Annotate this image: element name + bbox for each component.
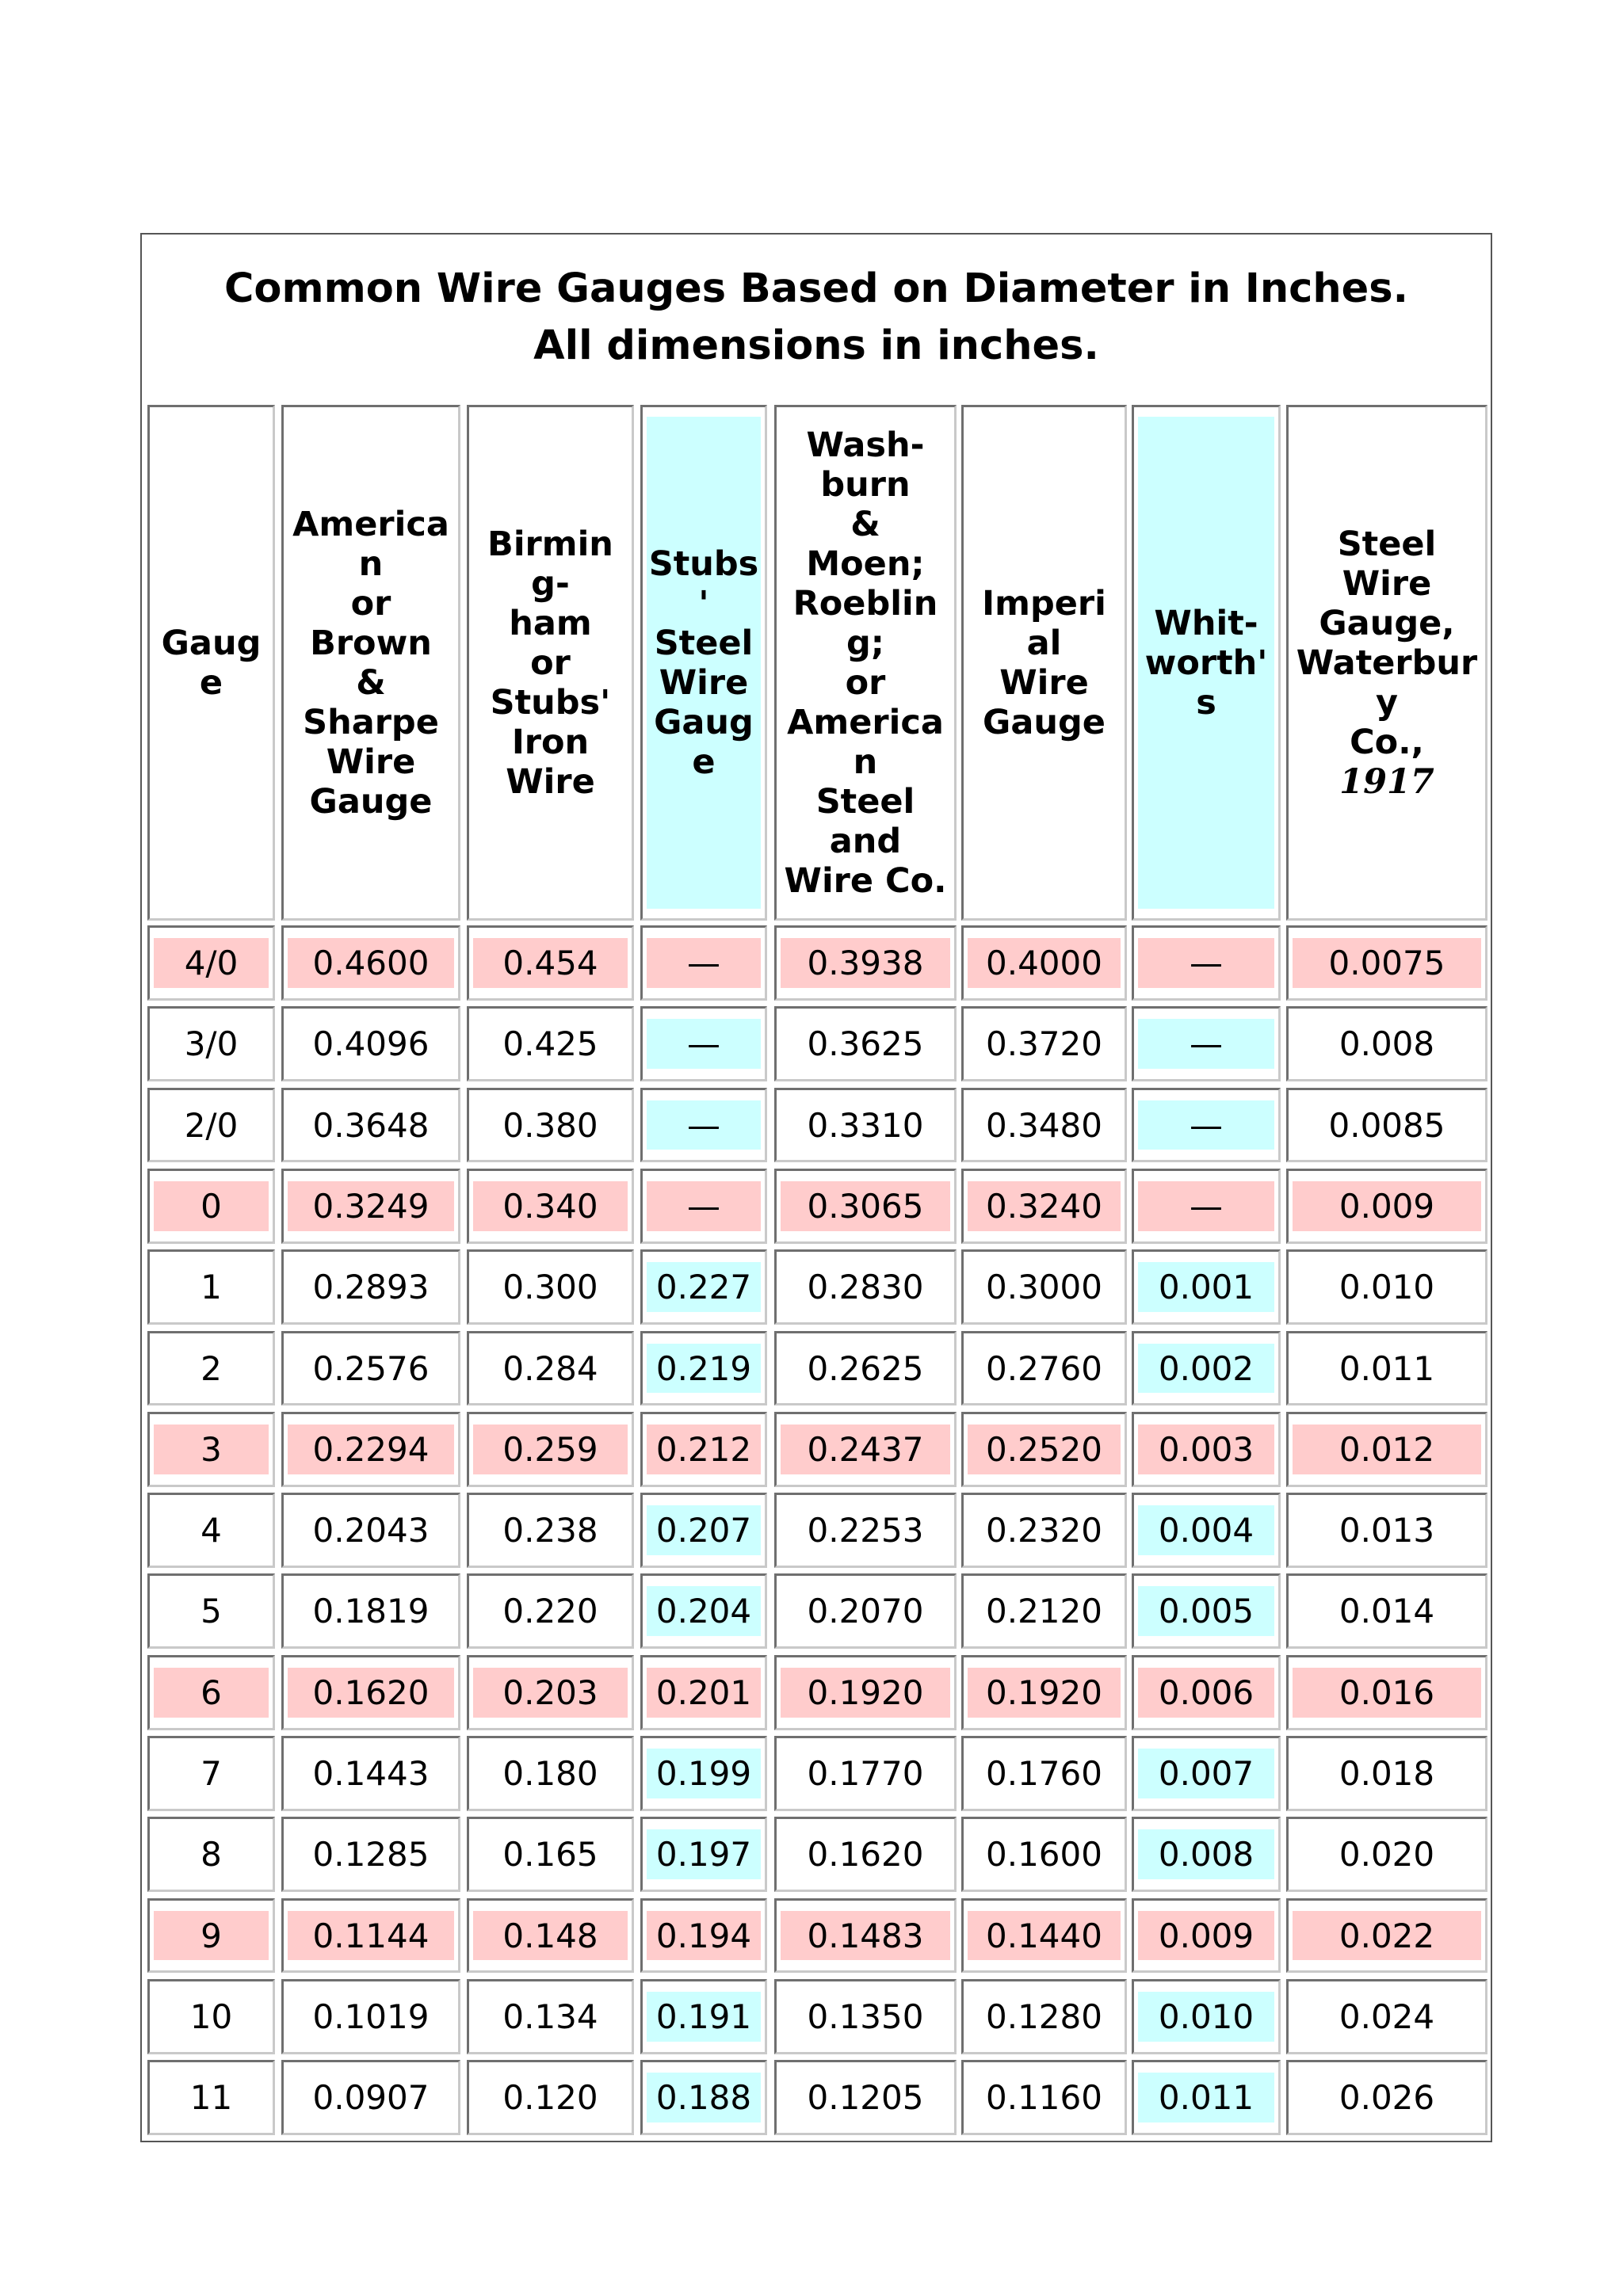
diameter-value: 0.1019 [312, 1997, 430, 2036]
table-cell [774, 2060, 957, 2135]
table-cell [467, 1088, 634, 1162]
header-cell [281, 405, 460, 921]
table-cell [1286, 1736, 1487, 1811]
table-cell [640, 1169, 767, 1244]
table-title [142, 235, 1491, 401]
diameter-value: 0.1443 [312, 1754, 430, 1793]
table-cell [961, 1088, 1127, 1162]
table-cell [467, 1736, 634, 1811]
diameter-value: 0.1280 [986, 1997, 1102, 2036]
table-cell [774, 1898, 957, 1973]
diameter-value: — [687, 944, 720, 982]
table-cell [147, 1493, 275, 1568]
table-cell [1286, 1655, 1487, 1730]
table-cell [147, 1736, 275, 1811]
diameter-value: 0.3249 [312, 1187, 430, 1226]
diameter-value: 0.010 [1158, 1997, 1254, 2036]
header-label [292, 505, 449, 822]
header-cell [467, 405, 634, 921]
diameter-value: 0.0907 [312, 2078, 430, 2117]
diameter-value: 0.004 [1158, 1511, 1254, 1550]
table-cell [1286, 1006, 1487, 1081]
diameter-value: 0.1285 [312, 1835, 430, 1874]
table-cell [961, 1736, 1127, 1811]
table-cell [1286, 1979, 1487, 2054]
diameter-value: 0.1760 [986, 1754, 1102, 1793]
diameter-value: 0.3240 [986, 1187, 1102, 1226]
diameter-value: — [1190, 944, 1223, 982]
diameter-value: 0.4600 [312, 944, 430, 982]
table-cell [961, 2060, 1127, 2135]
table-cell [774, 1979, 957, 2054]
diameter-value: 0.018 [1338, 1754, 1435, 1793]
diameter-value: 0.3000 [986, 1268, 1102, 1306]
diameter-value: 0.020 [1338, 1835, 1435, 1874]
diameter-value: 0.212 [655, 1430, 752, 1469]
wire-gauge-table [140, 233, 1492, 2142]
table-cell [961, 1817, 1127, 1892]
diameter-value: 0.007 [1158, 1754, 1254, 1793]
diameter-value: 0.3480 [986, 1105, 1102, 1145]
gauge-value: 10 [189, 1997, 233, 2036]
diameter-value: 0.219 [655, 1348, 752, 1388]
table-cell [1132, 1412, 1281, 1487]
diameter-value: 0.1620 [807, 1835, 924, 1874]
gauge-value: 4/0 [184, 944, 239, 982]
diameter-value: 0.001 [1158, 1268, 1254, 1306]
header-label [1145, 604, 1268, 723]
diameter-value: 0.188 [655, 2078, 752, 2117]
table-cell [961, 1412, 1127, 1487]
table-cell [467, 1169, 634, 1244]
header-label [785, 425, 947, 901]
diameter-value: 0.4096 [312, 1024, 430, 1063]
diameter-value: 0.3625 [807, 1024, 924, 1063]
table-cell [147, 1249, 275, 1325]
diameter-value: 0.203 [502, 1673, 598, 1712]
table-cell [1132, 2060, 1281, 2135]
diameter-value: 0.1920 [807, 1673, 924, 1712]
diameter-value: 0.009 [1158, 1916, 1254, 1955]
diameter-value: 0.300 [502, 1268, 598, 1306]
header-label-text: Stubs ' Steel Wire Gaug e [648, 543, 759, 782]
header-label [982, 584, 1106, 742]
table-cell [1132, 1249, 1281, 1325]
table-cell [467, 1249, 634, 1325]
header-cell [774, 405, 957, 921]
table-cell [774, 1006, 957, 1081]
table-cell [281, 1655, 460, 1730]
table-cell [1286, 1169, 1487, 1244]
header-label [649, 544, 759, 782]
header-label-text: Gaug e [161, 623, 262, 703]
diameter-value: 0.4000 [986, 944, 1102, 982]
diameter-value: 0.180 [502, 1754, 598, 1793]
table-cell [147, 1006, 275, 1081]
table-cell [640, 1736, 767, 1811]
table-cell [147, 1169, 275, 1244]
header-label [1296, 524, 1477, 802]
table-cell [774, 1088, 957, 1162]
table-cell [1286, 1898, 1487, 1973]
table-cell [281, 1249, 460, 1325]
table-cell [467, 2060, 634, 2135]
table-cell [467, 1006, 634, 1081]
table-cell [774, 1573, 957, 1649]
table-cell [147, 925, 275, 1001]
diameter-value: — [687, 1024, 720, 1063]
table-title-line1: Common Wire Gauges Based on Diameter in Inches. [224, 265, 1408, 312]
table-cell [640, 1249, 767, 1325]
table-cell [467, 925, 634, 1001]
diameter-value: 0.148 [502, 1916, 598, 1955]
header-year: 1917 [1339, 761, 1434, 802]
diameter-value: 0.204 [655, 1592, 752, 1630]
diameter-value: 0.259 [502, 1430, 598, 1469]
table-cell [1286, 1817, 1487, 1892]
table-cell [640, 1817, 767, 1892]
table-cell [147, 2060, 275, 2135]
diameter-value: 0.238 [502, 1511, 598, 1550]
table-cell [1132, 1493, 1281, 1568]
table-cell [1286, 1249, 1487, 1325]
table-cell [281, 1979, 460, 2054]
diameter-value: 0.022 [1338, 1916, 1435, 1955]
diameter-value: 0.1819 [312, 1592, 430, 1630]
table-cell [281, 1169, 460, 1244]
header-label-text: Birmin g- ham or Stubs' Iron Wire [487, 524, 613, 802]
header-cell [640, 405, 767, 921]
diameter-value: 0.008 [1158, 1835, 1254, 1874]
diameter-value: 0.199 [655, 1754, 752, 1793]
diameter-value: 0.003 [1158, 1430, 1254, 1469]
table-cell [467, 1817, 634, 1892]
table-cell [281, 1736, 460, 1811]
table-cell [774, 1169, 957, 1244]
diameter-value: 0.2120 [986, 1592, 1102, 1630]
diameter-value: 0.220 [502, 1592, 598, 1630]
diameter-value: 0.3720 [986, 1024, 1102, 1063]
diameter-value: — [1190, 1105, 1223, 1145]
table-cell [961, 1493, 1127, 1568]
table-cell [774, 1655, 957, 1730]
diameter-value: 0.340 [502, 1187, 598, 1226]
diameter-value: 0.2070 [807, 1592, 924, 1630]
table-cell [640, 1006, 767, 1081]
gauge-value: 3 [200, 1430, 222, 1469]
table-cell [281, 1088, 460, 1162]
table-cell [281, 1493, 460, 1568]
diameter-value: 0.3065 [807, 1187, 924, 1226]
table-cell [281, 1331, 460, 1405]
table-cell [147, 1979, 275, 2054]
gauge-value: 5 [200, 1592, 222, 1630]
diameter-value: 0.0075 [1328, 944, 1445, 982]
table-cell [467, 1493, 634, 1568]
table-cell [1132, 1817, 1281, 1892]
table-cell [774, 1331, 957, 1405]
table-cell [147, 1573, 275, 1649]
diameter-value: 0.008 [1338, 1024, 1435, 1063]
table-cell [774, 1817, 957, 1892]
diameter-value: 0.024 [1338, 1997, 1435, 2036]
table-cell [1132, 1573, 1281, 1649]
gauge-value: 8 [200, 1835, 222, 1874]
diameter-value: 0.197 [655, 1835, 752, 1874]
gauge-value: 0 [200, 1187, 222, 1226]
diameter-value: 0.2830 [807, 1268, 924, 1306]
table-cell [961, 1331, 1127, 1405]
diameter-value: 0.2437 [807, 1430, 924, 1469]
diameter-value: 0.284 [502, 1348, 598, 1388]
table-cell [640, 1898, 767, 1973]
diameter-value: 0.016 [1338, 1673, 1435, 1712]
header-label [162, 624, 262, 703]
table-cell [640, 2060, 767, 2135]
diameter-value: 0.2253 [807, 1511, 924, 1550]
table-cell [281, 1898, 460, 1973]
header-label [487, 524, 613, 802]
header-cell [147, 405, 275, 921]
gauge-value: 1 [200, 1268, 222, 1306]
table-cell [1132, 1169, 1281, 1244]
gauge-value: 11 [189, 2078, 233, 2117]
diameter-value: 0.009 [1338, 1187, 1435, 1226]
table-cell [467, 1573, 634, 1649]
table-cell [1286, 1573, 1487, 1649]
diameter-value: 0.2893 [312, 1268, 430, 1306]
table-cell [640, 1979, 767, 2054]
table-cell [961, 1655, 1127, 1730]
diameter-value: 0.3310 [807, 1105, 924, 1145]
table-cell [467, 1655, 634, 1730]
table-cell [1286, 925, 1487, 1001]
gauge-value: 3/0 [184, 1024, 239, 1063]
table-cell [467, 1898, 634, 1973]
table-cell [147, 1898, 275, 1973]
table-cell [1132, 1655, 1281, 1730]
table-cell [961, 1249, 1127, 1325]
table-cell [147, 1331, 275, 1405]
diameter-value: 0.2320 [986, 1511, 1102, 1550]
diameter-value: 0.026 [1338, 2078, 1435, 2117]
diameter-value: 0.013 [1338, 1511, 1435, 1550]
table-cell [774, 925, 957, 1001]
diameter-value: 0.207 [655, 1511, 752, 1550]
diameter-value: — [687, 1187, 720, 1226]
diameter-value: 0.194 [655, 1916, 752, 1955]
diameter-value: 0.191 [655, 1997, 752, 2036]
diameter-value: 0.380 [502, 1105, 598, 1145]
diameter-value: 0.2043 [312, 1511, 430, 1550]
table-cell [774, 1493, 957, 1568]
table-cell [774, 1736, 957, 1811]
diameter-value: 0.1205 [807, 2078, 924, 2117]
diameter-value: 0.425 [502, 1024, 598, 1063]
diameter-value: 0.1600 [986, 1835, 1102, 1874]
table-cell [147, 1412, 275, 1487]
gauge-value: 2 [200, 1348, 222, 1388]
header-label-text: America n or Brown & Sharpe Wire Gauge [292, 504, 449, 822]
table-cell [1286, 1412, 1487, 1487]
diameter-value: 0.011 [1158, 2078, 1254, 2117]
table-cell [961, 1169, 1127, 1244]
table-cell [1286, 2060, 1487, 2135]
gauge-value: 2/0 [184, 1105, 239, 1145]
diameter-value: 0.165 [502, 1835, 598, 1874]
diameter-value: 0.2576 [312, 1348, 430, 1388]
table-cell [774, 1249, 957, 1325]
table-cell [640, 1655, 767, 1730]
diameter-value: — [1190, 1187, 1223, 1226]
table-cell [640, 1573, 767, 1649]
table-cell [640, 1331, 767, 1405]
diameter-value: 0.454 [502, 944, 598, 982]
gauge-value: 4 [200, 1511, 222, 1550]
header-label-text: Wash- burn & Moen; Roeblin g; or America n Steel and Wire Co. [784, 425, 947, 901]
table-cell [640, 925, 767, 1001]
table-cell [1286, 1088, 1487, 1162]
diameter-value: 0.012 [1338, 1430, 1435, 1469]
table-cell [961, 1573, 1127, 1649]
diameter-value: 0.1483 [807, 1916, 924, 1955]
diameter-value: 0.1350 [807, 1997, 924, 2036]
table-cell [961, 1898, 1127, 1973]
diameter-value: 0.014 [1338, 1592, 1435, 1630]
table-cell [1286, 1493, 1487, 1568]
diameter-value: 0.1144 [312, 1916, 430, 1955]
table-cell [1132, 925, 1281, 1001]
table-cell [281, 1573, 460, 1649]
header-cell [1286, 405, 1487, 921]
table-cell [1132, 1898, 1281, 1973]
diameter-value: — [687, 1105, 720, 1145]
diameter-value: 0.1440 [986, 1916, 1102, 1955]
diameter-value: 0.0085 [1328, 1105, 1445, 1145]
table-cell [147, 1655, 275, 1730]
table-cell [281, 2060, 460, 2135]
table-cell [467, 1979, 634, 2054]
table-cell [467, 1412, 634, 1487]
table-cell [281, 1412, 460, 1487]
table-cell [281, 925, 460, 1001]
diameter-value: 0.3648 [312, 1105, 430, 1145]
diameter-value: 0.2760 [986, 1348, 1102, 1388]
diameter-value: 0.120 [502, 2078, 598, 2117]
table-cell [1132, 1331, 1281, 1405]
table-cell [1132, 1088, 1281, 1162]
table-cell [1132, 1006, 1281, 1081]
diameter-value: 0.002 [1158, 1348, 1254, 1388]
diameter-value: 0.005 [1158, 1592, 1254, 1630]
diameter-value: — [1190, 1024, 1223, 1063]
diameter-value: 0.1770 [807, 1754, 924, 1793]
table-cell [1132, 1979, 1281, 2054]
diameter-value: 0.2625 [807, 1348, 924, 1388]
table-cell [1286, 1331, 1487, 1405]
table-cell [467, 1331, 634, 1405]
gauge-value: 6 [200, 1673, 222, 1712]
table-cell [281, 1006, 460, 1081]
table-title-line2: All dimensions in inches. [533, 322, 1099, 369]
diameter-value: 0.3938 [807, 944, 924, 982]
gauge-value: 7 [200, 1754, 222, 1793]
table-cell [640, 1088, 767, 1162]
header-label-text: Whit- worth' s [1144, 603, 1268, 723]
diameter-value: 0.2294 [312, 1430, 430, 1469]
diameter-value: 0.1620 [312, 1673, 430, 1712]
table-cell [640, 1493, 767, 1568]
diameter-value: 0.2520 [986, 1430, 1102, 1469]
table-cell [147, 1088, 275, 1162]
diameter-value: 0.1920 [986, 1673, 1102, 1712]
header-label-text: Steel Wire Gauge, Waterbur y Co., [1296, 524, 1478, 762]
diameter-value: 0.006 [1158, 1673, 1254, 1712]
table-cell [961, 1006, 1127, 1081]
header-label-text: Imperi al Wire Gauge [982, 583, 1106, 742]
table-cell [961, 925, 1127, 1001]
diameter-value: 0.201 [655, 1673, 752, 1712]
diameter-value: 0.1160 [986, 2078, 1102, 2117]
gauge-value: 9 [200, 1916, 222, 1955]
diameter-value: 0.011 [1338, 1348, 1435, 1388]
header-cell [961, 405, 1127, 921]
diameter-value: 0.134 [502, 1997, 598, 2036]
table-cell [961, 1979, 1127, 2054]
table-cell [640, 1412, 767, 1487]
table-cell [281, 1817, 460, 1892]
table-cell [147, 1817, 275, 1892]
table-cell [1132, 1736, 1281, 1811]
diameter-value: 0.227 [655, 1268, 752, 1306]
table-cell [774, 1412, 957, 1487]
diameter-value: 0.010 [1338, 1268, 1435, 1306]
header-cell [1132, 405, 1281, 921]
